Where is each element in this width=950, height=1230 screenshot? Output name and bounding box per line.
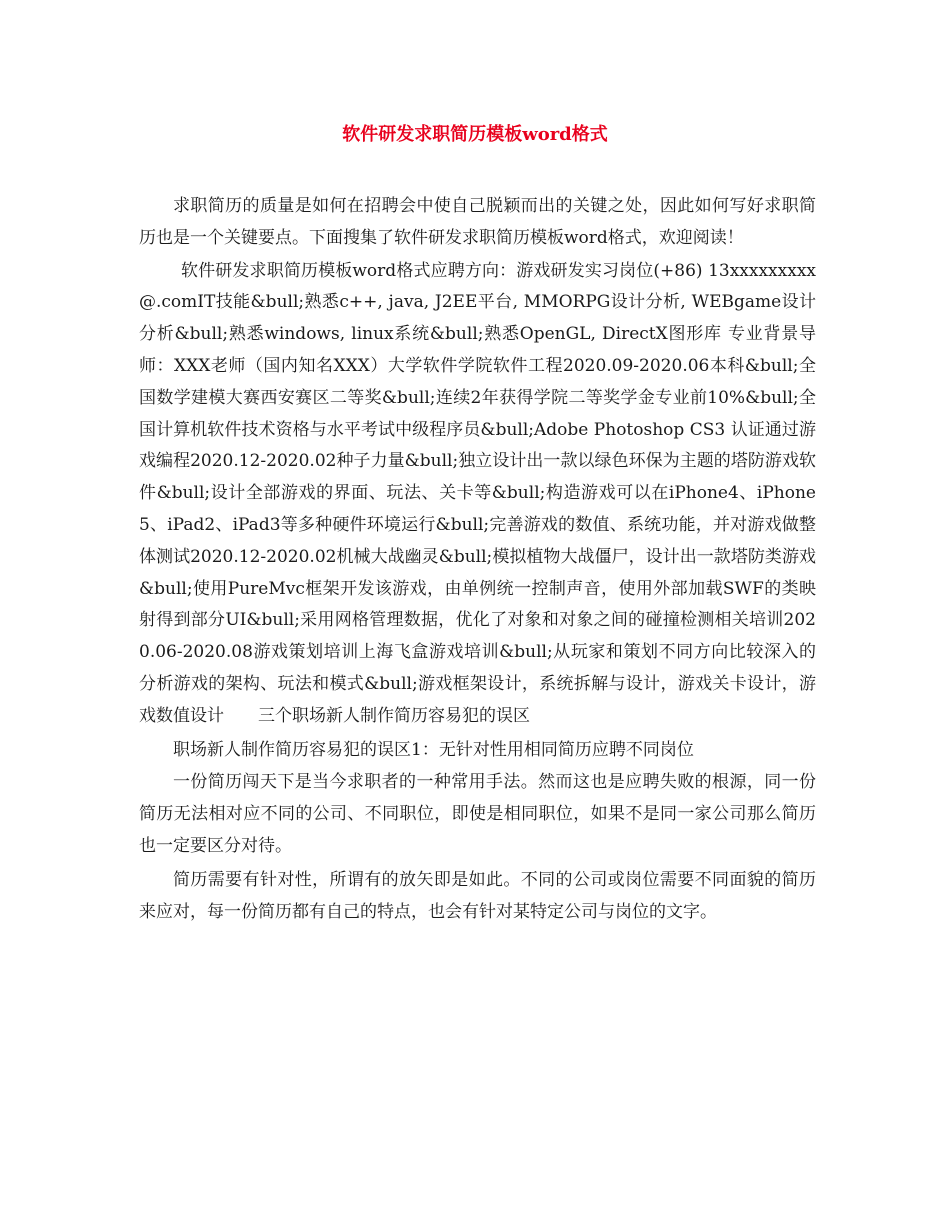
resume-template-paragraph: 软件研发求职简历模板word格式应聘方向：游戏研发实习岗位(+86) 13xxxxxxxxx@.comIT技能&bull;熟悉c++, java, J2EE平台, MMORPG设计分析, WEBgame设计分析&bull;熟悉windows, linux系统&bull;熟悉OpenGL, DirectX图形库 专业背景导师：XXX老师（国内知名XXX）大学软件学院软件工程2020.09-2020.06本科&bull;全国数学建模大赛西安赛区二等奖&bull;连续2年获得学院二等奖学金专业前10%&bull;全国计算机软件技术资格与水平考试中级程序员&bull;Adobe Photoshop CS3 认证通过游戏编程2020.12-2020.02种子力量&bull;独立设计出一款以绿色环保为主题的塔防游戏软件&bull;设计全部游戏的界面、玩法、关卡等&bull;构造游戏可以在iPhone4、iPhone5、iPad2、iPad3等多种硬件环境运行&bull;完善游戏的数值、系统功能，并对游戏做整体测试2020.12-2020.02机械大战幽灵&bull;模拟植物大战僵尸，设计出一款塔防类游戏&bull;使用PureMvc框架开发该游戏，由单例统一控制声音，使用外部加载SWF的类映射得到部分UI&bull;采用网格管理数据，优化了对象和对象之间的碰撞检测相关培训2020.06-2020.08游戏策划培训上海飞盒游戏培训&bull;从玩家和策划不同方向比较深入的分析游戏的架构、玩法和模式&bull;游戏框架设计，系统拆解与设计，游戏关卡设计，游戏数值设计 三个职场新人制作简历容易犯的误区 <box>139 260 816 726</box>
mistake-heading-paragraph: 职场新人制作简历容易犯的误区1：无针对性用相同简历应聘不同岗位 <box>173 739 694 760</box>
targeted-resume-paragraph: 简历需要有针对性，所谓有的放矢即是如此。不同的公司或岗位需要不同面貌的简历来应对，每一份简历都有自己的特点，也会有针对某特定公司与岗位的文字。 <box>139 869 816 922</box>
one-resume-paragraph: 一份简历闯天下是当今求职者的一种常用手法。然而这也是应聘失败的根源，同一份简历无法相对应不同的公司、不同职位，即使是相同职位，如果不是同一家公司那么简历也一定要区分对待。 <box>139 772 816 856</box>
document-body <box>139 191 816 929</box>
intro-paragraph: 求职简历的质量是如何在招聘会中使自己脱颖而出的关键之处，因此如何写好求职简历也是一个关键要点。下面搜集了软件研发求职简历模板word格式，欢迎阅读！ <box>139 196 816 248</box>
document-title: 软件研发求职简历模板word格式 <box>342 124 608 145</box>
